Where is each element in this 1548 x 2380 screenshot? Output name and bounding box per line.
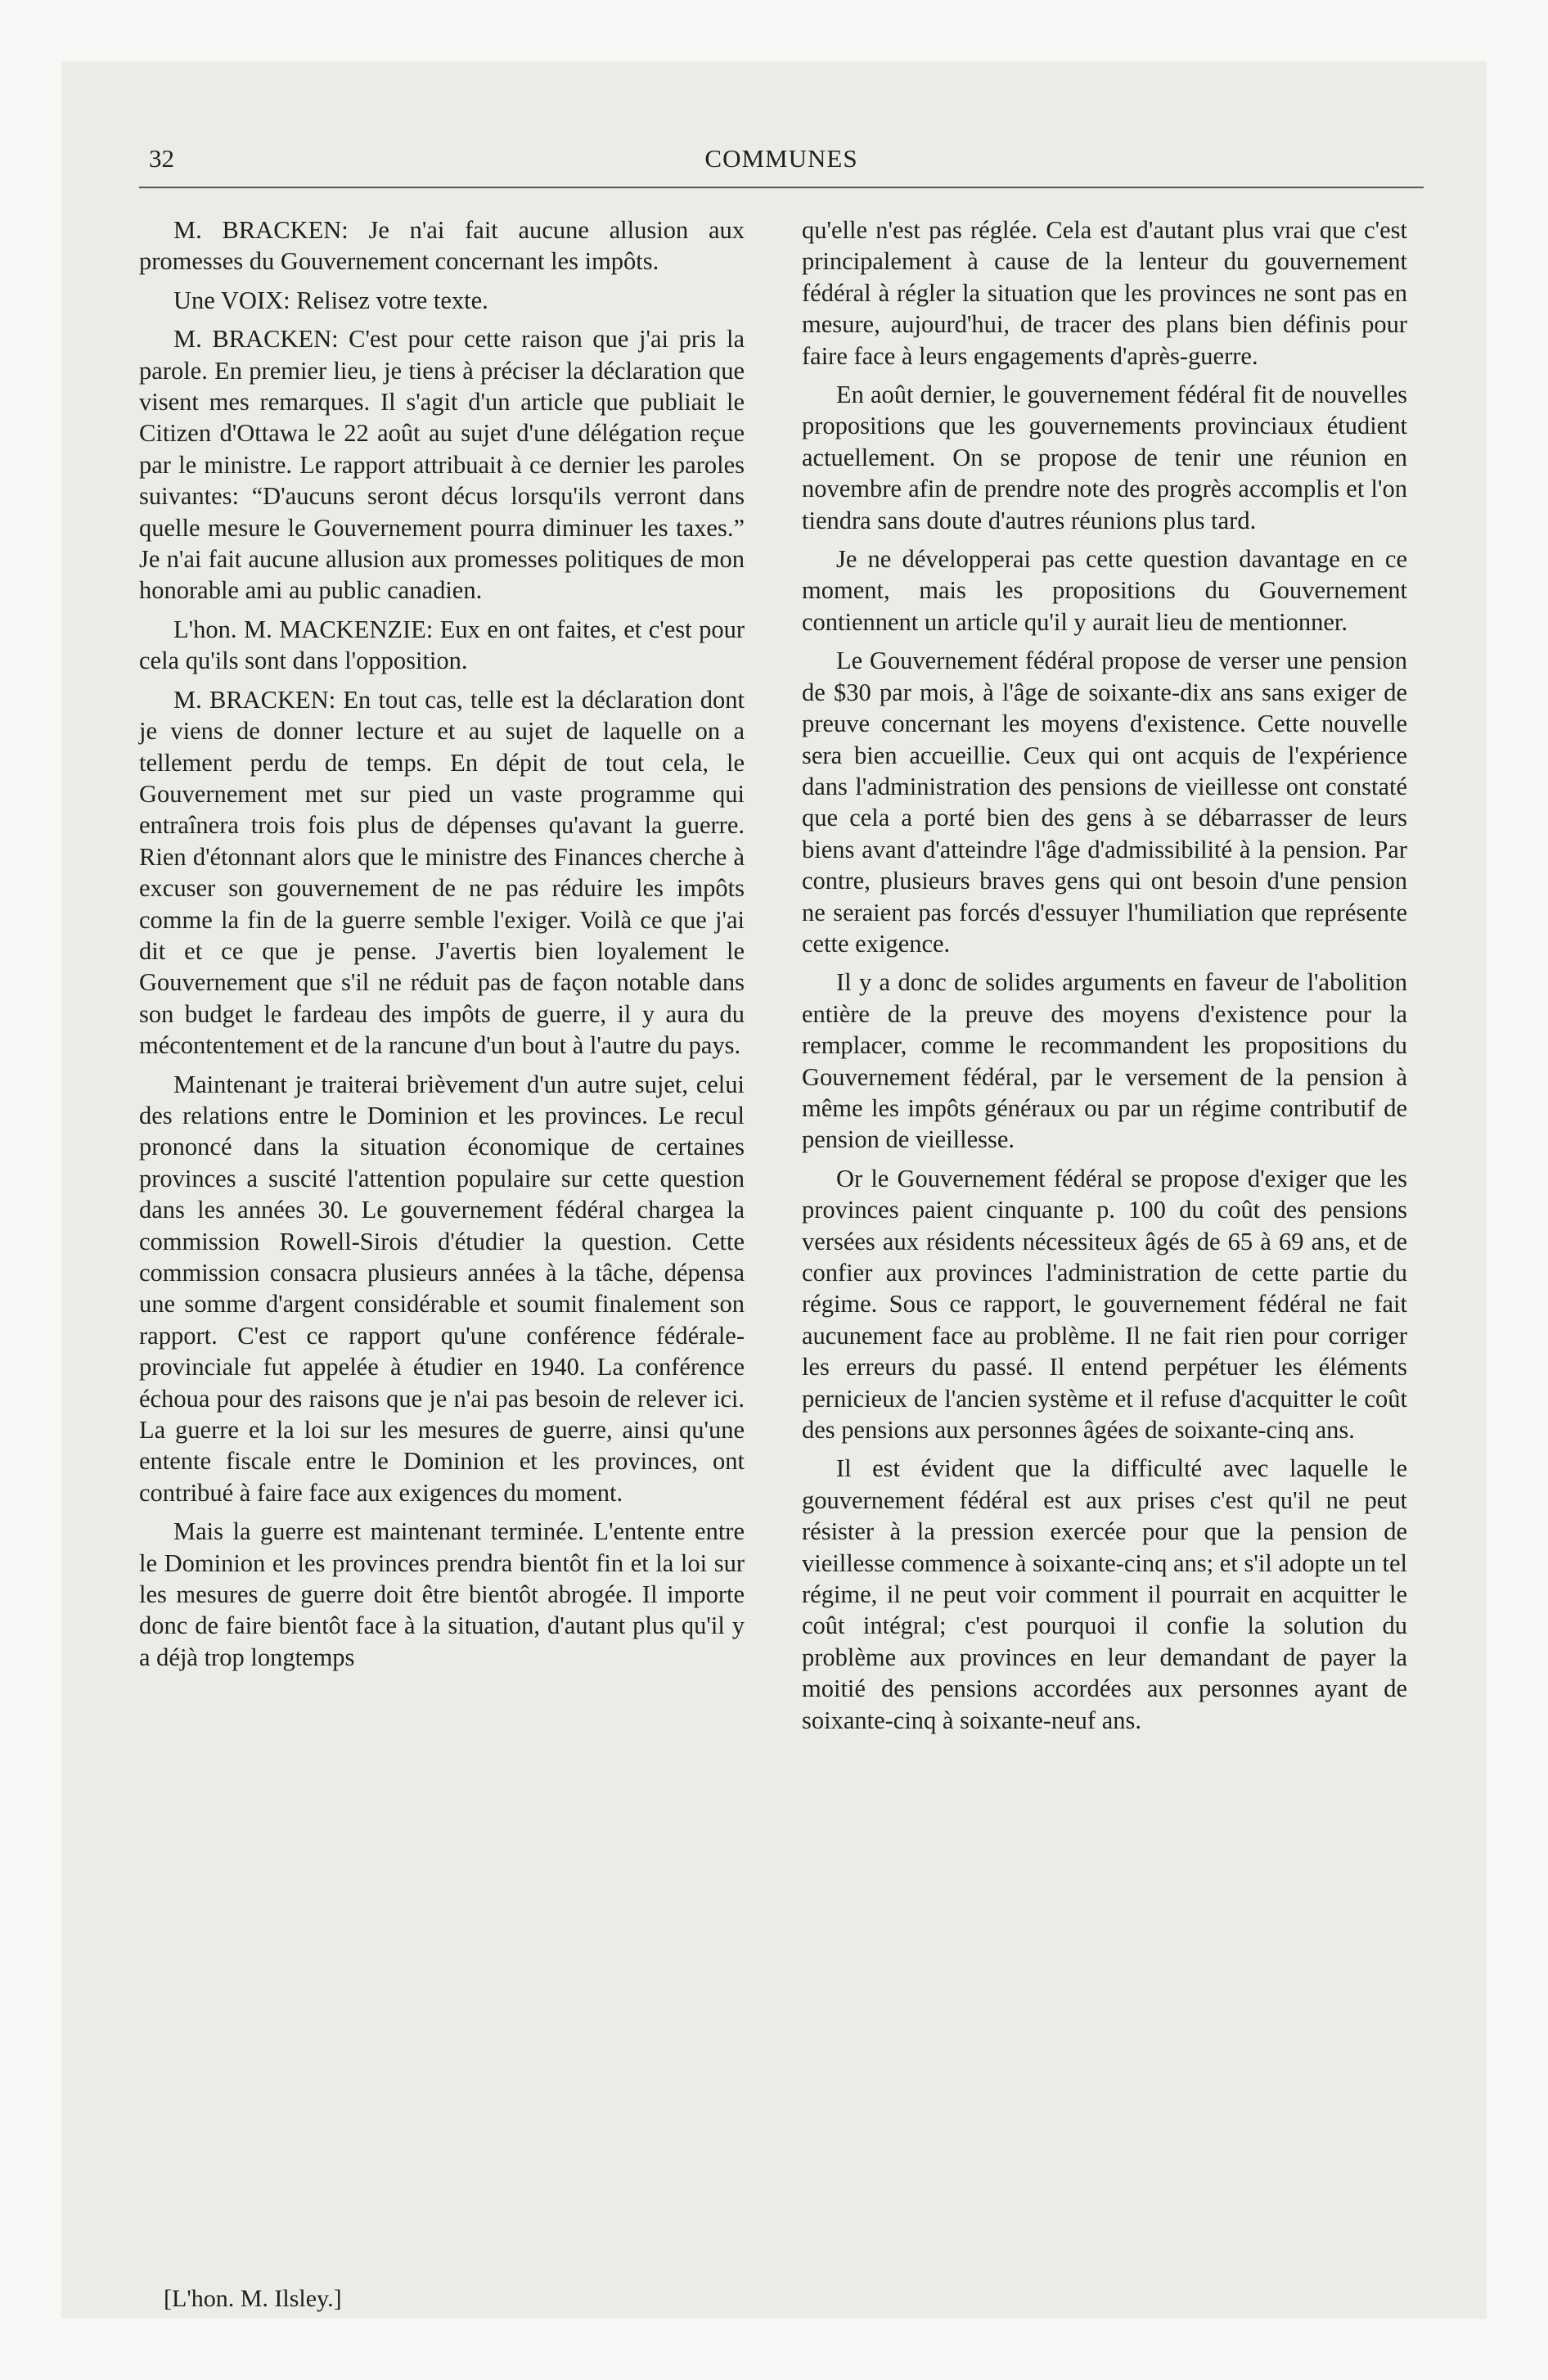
paragraph: Une VOIX: Relisez votre texte. <box>173 286 488 314</box>
paragraph: Je ne développerai pas cette question davantage en ce moment, mais les propositions du Gouvernement contiennent un article qu'il y aurait lieu de mentionner. <box>802 545 1407 636</box>
paragraph: Il y a donc de solides arguments en faveur de l'abolition entière de la preuve des moyens d'existence pour la remplacer, comme le recommandent les propositions du Gouvernement fédéral, par le versement de la pension à même les impôts généraux ou par un régime contributif de pension de vieillesse. <box>802 968 1407 1154</box>
paragraph: Il est évident que la difficulté avec laquelle le gouvernement fédéral est aux prises c'est qu'il ne peut résister à la pression exercée pour que la pension de vieillesse commence à soixante-cinq ans; et s'il adopte un tel régime, il ne peut voir comment il pourrait en acquitter le coût intégral; c'est pourquoi il confie la solution du problème aux provinces en leur demandant de payer la moitié des pensions accordées aux personnes ayant de soixante-cinq à soixante-neuf ans. <box>802 1454 1407 1734</box>
running-title: COMMUNES <box>704 144 858 173</box>
paragraph: M. BRACKEN: En tout cas, telle est la déclaration dont je viens de donner lecture et au sujet de laquelle on a tellement perdu de temps. En dépit de tout cela, le Gouvernement met sur pied un vaste programme qui entraînera trois fois plus de dépenses qu'avant la guerre. Rien d'étonnant alors que le ministre des Finances cherche à excuser son gouvernement de ne pas réduire les impôts comme la fin de la guerre semble l'exiger. Voilà ce que j'ai dit et ce que je pense. J'avertis bien loyalement le Gouvernement que s'il ne réduit pas de façon notable dans son budget le fardeau des impôts de guerre, il y aura du mécontentement et de la rancune d'un bout à l'autre du pays. <box>139 685 745 1060</box>
page-number: 32 <box>149 144 174 173</box>
document-page <box>139 139 1424 2312</box>
paragraph: M. BRACKEN: Je n'ai fait aucune allusion aux promesses du Gouvernement concernant les impôts. <box>139 216 745 276</box>
left-column <box>139 214 745 1680</box>
paragraph: Or le Gouvernement fédéral se propose d'exiger que les provinces paient cinquante p. 100 du coût des pensions versées aux résidents nécessiteux âgés de 65 à 69 ans, et de confier aux provinces l'administration de cette partie du régime. Sous ce rapport, le gouvernement fédéral ne fait aucunement face au problème. Il ne fait rien pour corriger les erreurs du passé. Il entend perpétuer les éléments pernicieux de l'ancien système et il refuse d'acquitter le coût des pensions aux personnes âgées de soixante-cinq ans. <box>802 1164 1407 1445</box>
speaker-attribution: [L'hon. M. Ilsley.] <box>164 2285 342 2312</box>
paragraph: Maintenant je traiterai brièvement d'un autre sujet, celui des relations entre le Dominion et les provinces. Le recul prononcé dans la situation économique de certaines provinces a suscité l'attention populaire sur cette question dans les années 30. Le gouvernement fédéral chargea la commission Rowell-Sirois d'étudier la question. Cette commission consacra plusieurs années à la tâche, dépensa une somme d'argent considérable et soumit finalement son rapport. C'est ce rapport qu'une conférence fédérale-provinciale fut appelée à étudier en 1940. La conférence échoua pour des raisons que je n'ai pas besoin de relever ici. La guerre et la loi sur les mesures de guerre, ainsi qu'une entente fiscale entre le Dominion et les provinces, ont contribué à faire face aux exigences du moment. <box>139 1070 745 1507</box>
paragraph: qu'elle n'est pas réglée. Cela est d'autant plus vrai que c'est principalement à cause de la lenteur du gouvernement fédéral à régler la situation que les provinces ne sont pas en mesure, aujourd'hui, de tracer des plans bien définis pour faire face à leurs engagements d'après-guerre. <box>802 216 1407 370</box>
paragraph: En août dernier, le gouvernement fédéral fit de nouvelles propositions que les gouvernements provinciaux étudient actuellement. On se propose de tenir une réunion en novembre afin de prendre note des progrès accomplis et l'on tiendra sans doute d'autres réunions plus tard. <box>802 381 1407 534</box>
right-column <box>802 214 1407 1743</box>
page-header <box>139 139 1424 188</box>
paragraph: Mais la guerre est maintenant terminée. L'entente entre le Dominion et les provinces prendra bientôt fin et la loi sur les mesures de guerre doit être bientôt abrogée. Il importe donc de faire bientôt face à la situation, d'autant plus qu'il y a déjà trop longtemps <box>139 1517 745 1671</box>
paragraph: Le Gouvernement fédéral propose de verser une pension de $30 par mois, à l'âge de soixante-dix ans sans exiger de preuve concernant les moyens d'existence. Cette nouvelle sera bien accueillie. Ceux qui ont acquis de l'expérience dans l'administration des pensions de vieillesse ont constaté que cela a porté bien des gens à se débarrasser de leurs biens avant d'atteindre l'âge d'admissibilité à la pension. Par contre, plusieurs braves gens qui ont besoin d'une pension ne seraient pas forcés d'essuyer l'humiliation que représente cette exigence. <box>802 647 1407 958</box>
paragraph: L'hon. M. MACKENZIE: Eux en ont faites, et c'est pour cela qu'ils sont dans l'opposition. <box>139 615 745 675</box>
paragraph: M. BRACKEN: C'est pour cette raison que j'ai pris la parole. En premier lieu, je tiens à préciser la déclaration que visent mes remarques. Il s'agit d'un article que publiait le Citizen d'Ottawa le 22 août au sujet d'une délégation reçue par le ministre. Le rapport attribuait à ce dernier les paroles suivantes: “D'aucuns seront décus lorsqu'ils verront dans quelle mesure le Gouvernement pourra diminuer les taxes.” Je n'ai fait aucune allusion aux promesses politiques de mon honorable ami au public canadien. <box>139 325 745 605</box>
